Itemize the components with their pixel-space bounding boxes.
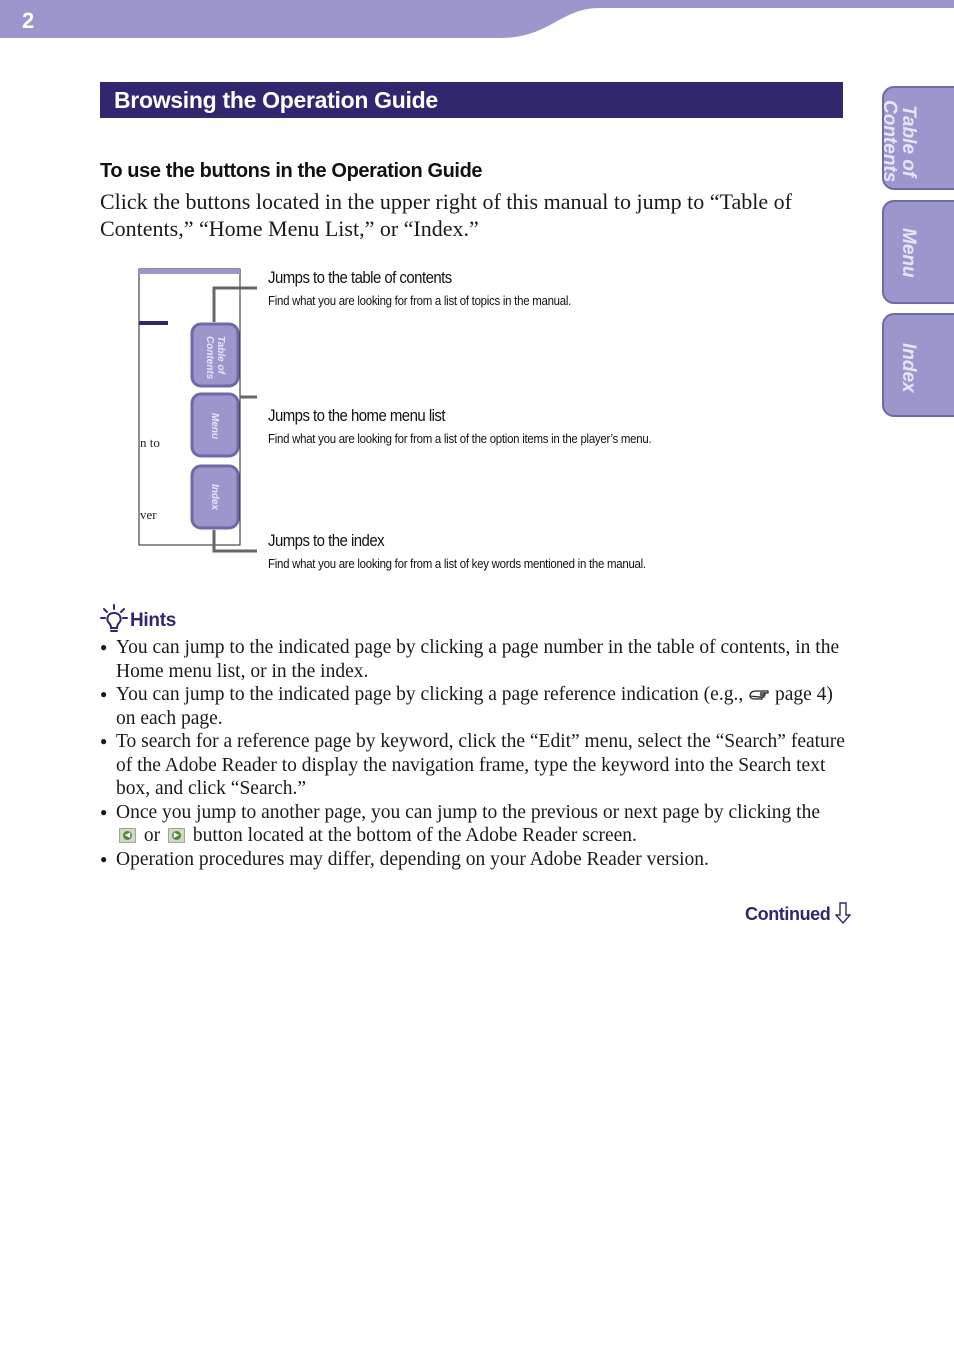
button-diagram bbox=[138, 268, 858, 588]
mini-tab-index: Index bbox=[209, 484, 220, 511]
lightbulb-icon bbox=[100, 604, 128, 634]
list-item: ● To search for a reference page by keyword, click the “Edit” menu, select the “Search” feature of the Adobe Reader to display the navigation frame, type the keyword into the Search text box, and click “Search.” bbox=[100, 730, 845, 801]
callout-title-menu: Jumps to the home menu list bbox=[268, 406, 445, 425]
mini-tab-menu: Menu bbox=[209, 413, 220, 440]
previous-page-button-icon: ◀ bbox=[119, 828, 136, 843]
mini-tab-table-of-contents: Table of Contents bbox=[204, 336, 226, 380]
list-item: ● You can jump to the indicated page by clicking a page reference indication (e.g., page 4) on each page. bbox=[100, 683, 845, 730]
diagram-graphic bbox=[138, 268, 858, 588]
side-tab-table-of-contents[interactable] bbox=[879, 86, 954, 190]
callout-desc-menu: Find what you are looking for from a list of the option items in the player’s menu. bbox=[268, 431, 652, 446]
page-number: 2 bbox=[22, 8, 35, 33]
hints-list bbox=[100, 636, 845, 871]
callout-title-toc: Jumps to the table of contents bbox=[268, 268, 452, 287]
list-item: ● Operation procedures may differ, depending on your Adobe Reader version. bbox=[100, 848, 845, 872]
side-tab-label: Index bbox=[898, 343, 919, 393]
next-page-button-icon: ▶ bbox=[168, 828, 185, 843]
callout-desc-index: Find what you are looking for from a list of key words mentioned in the manual. bbox=[268, 556, 646, 571]
subsection-heading: To use the buttons in the Operation Guide bbox=[100, 160, 483, 182]
list-item: ● You can jump to the indicated page by clicking a page number in the table of contents, in the Home menu list, or in the index. bbox=[100, 636, 845, 683]
callout-title-index: Jumps to the index bbox=[268, 531, 385, 550]
side-tab-label: Menu bbox=[898, 228, 919, 278]
side-tab-label: Table of Contents bbox=[879, 100, 919, 183]
list-item: ● Once you jump to another page, you can jump to the previous or next page by clicking the ◀ or ▶ button located at the bottom of the Adobe Reader screen. bbox=[100, 801, 845, 848]
intro-paragraph: Click the buttons located in the upper right of this manual to jump to “Table of Contents,” “Home Menu List,” or “Index.” bbox=[100, 189, 792, 241]
side-tab-index[interactable] bbox=[882, 313, 954, 417]
pointing-hand-icon bbox=[748, 687, 770, 701]
side-tab-menu[interactable] bbox=[882, 200, 954, 304]
top-band bbox=[0, 0, 954, 40]
continued-link[interactable]: Continued bbox=[745, 902, 851, 925]
section-title: Browsing the Operation Guide bbox=[100, 82, 843, 118]
page-text-fragment: n to bbox=[140, 435, 160, 450]
hints-label: Hints bbox=[130, 610, 177, 631]
callout-desc-toc: Find what you are looking for from a list of topics in the manual. bbox=[268, 293, 572, 308]
page-text-fragment: ver bbox=[140, 507, 157, 522]
arrow-down-icon bbox=[835, 902, 851, 924]
